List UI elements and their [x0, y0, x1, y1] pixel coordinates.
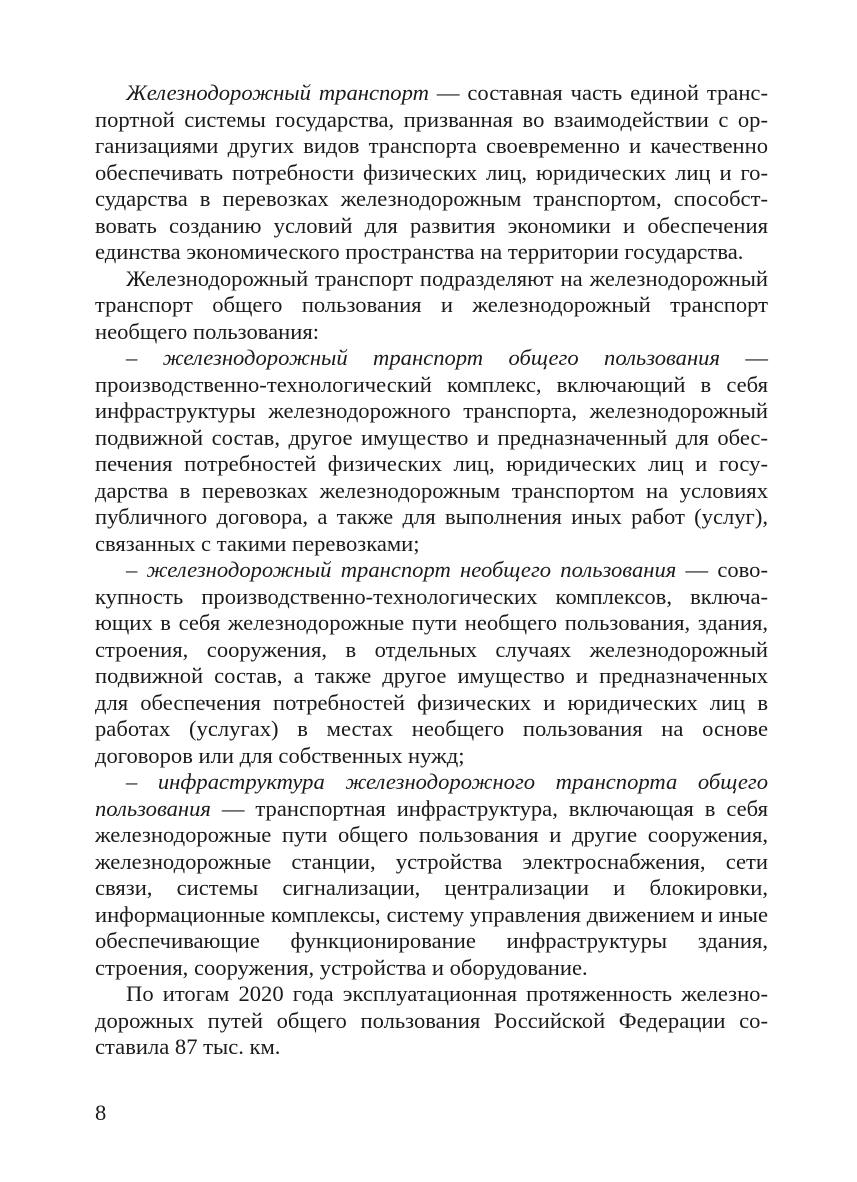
list-item-nonpublic-railway: [95, 557, 768, 769]
paragraph-text: — совокупность производственно-технологических комплексов, включающих в себя железнодорожные пути необщего пользования, здания, строения, сооружения, в отдельных случаях железнодорожный подвижной состав, а также другое имущество и предназначенных для обеспечения потребностей физических и юридических лиц в работах (услугах) в местах необщего пользования на основе договоров или для собственных нужд;: [95, 557, 768, 768]
term-public-railway: – железнодорожный транспорт общего пользования: [126, 345, 720, 370]
term-railway-infrastructure: – инфраструктура железнодорожного транспорта общего пользования: [95, 769, 768, 821]
list-item-public-railway: [95, 345, 768, 557]
paragraph-text: — производственно-технологический комплекс, включающий в себя инфраструктуры железнодорожного транспорта, железнодорожный подвижной состав, другое имущество и предназначенный для обеспечения потребностей физических лиц, юридических лиц и государства в перевозках железнодорожным транспортом на условиях публичного договора, а также для выполнения иных работ (услуг), связанных с такими перевозками;: [95, 345, 768, 556]
paragraph-text: — составная часть единой транспортной системы государства, призванная во взаимодействии с организациями других видов транспорта своевременно и качественно обеспечивать потребности физических лиц, юридических лиц и государства в перевозках железнодорожным транспортом, способствовать созданию условий для развития экономики и обеспечения единства экономического пространства на территории государства.: [95, 80, 768, 264]
term-railway-transport: Железнодорожный транспорт: [126, 80, 429, 105]
page-number: 8: [95, 1100, 107, 1125]
term-nonpublic-railway: – железнодорожный транспорт необщего пользования: [126, 557, 677, 582]
paragraph-text: По итогам 2020 года эксплуатационная протяженность железнодорожных путей общего пользования Российской Федерации составила 87 тыс. км.: [95, 981, 768, 1059]
paragraph-railway-classification: [95, 266, 768, 346]
paragraph-railway-definition: [95, 80, 768, 266]
page-body: [95, 80, 768, 1061]
paragraph-railway-length: [95, 981, 768, 1061]
paragraph-text: — транспортная инфраструктура, включающая в себя железнодорожные пути общего пользования и другие сооружения, железнодорожные станции, устройства электроснабжения, сети связи, системы сигнализации, централизации и блокировки, информационные комплексы, систему управления движением и иные обеспечивающие функционирование инфраструктуры здания, строения, сооружения, устройства и оборудование.: [95, 795, 768, 980]
paragraph-text: Железнодорожный транспорт подразделяют на железнодорожный транспорт общего пользования и железнодорожный транспорт необщего пользования:: [95, 265, 768, 344]
list-item-railway-infrastructure: [95, 769, 768, 981]
